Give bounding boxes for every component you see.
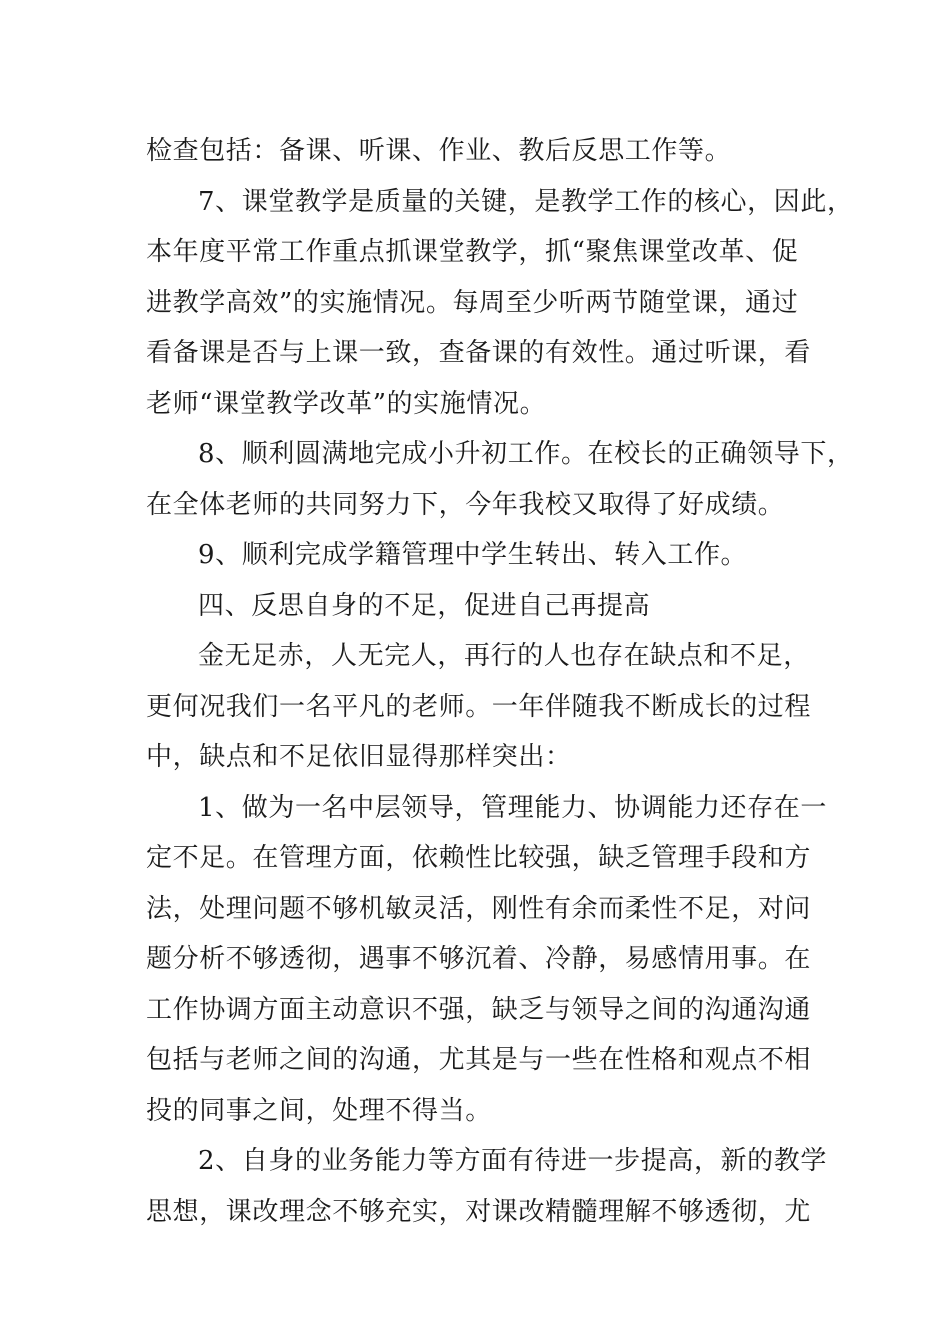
text-line: 思想，课改理念不够充实，对课改精髓理解不够透彻，尤 xyxy=(146,1196,812,1227)
text-line: 8、顺利圆满地完成小升初工作。在校长的正确领导下， xyxy=(198,439,854,469)
text-line: 更何况我们一名平凡的老师。一年伴随我不断成长的过程 xyxy=(146,691,812,722)
text-line: 工作协调方面主动意识不强，缺乏与领导之间的沟通沟通 xyxy=(146,994,812,1025)
text-line: 中，缺点和不足依旧显得那样突出： xyxy=(146,742,572,772)
text-line: 检查包括：备课、听课、作业、教后反思工作等。 xyxy=(146,136,732,166)
text-line: 9、顺利完成学籍管理中学生转出、转入工作。 xyxy=(198,540,748,570)
text-line: 本年度平常工作重点抓课堂教学，抓“聚焦课堂改革、促 xyxy=(146,237,799,267)
text-line: 金无足赤，人无完人，再行的人也存在缺点和不足， xyxy=(198,641,810,671)
text-line: 在全体老师的共同努力下，今年我校又取得了好成绩。 xyxy=(146,489,785,520)
text-line: 包括与老师之间的沟通，尤其是与一些在性格和观点不相 xyxy=(146,1045,812,1075)
text-line: 2、自身的业务能力等方面有待进一步提高，新的教学 xyxy=(198,1146,827,1176)
text-line: 进教学高效”的实施情况。每周至少听两节随堂课，通过 xyxy=(146,287,799,318)
text-line: 法，处理问题不够机敏灵活，刚性有余而柔性不足，对问 xyxy=(146,893,812,924)
text-line: 看备课是否与上课一致，查备课的有效性。通过听课，看 xyxy=(146,338,812,368)
text-line: 1、做为一名中层领导，管理能力、协调能力还存在一 xyxy=(198,792,827,823)
text-line: 四、反思自身的不足，促进自己再提高 xyxy=(198,590,651,621)
document-body xyxy=(146,126,854,1237)
text-line: 投的同事之间，处理不得当。 xyxy=(146,1095,492,1126)
text-line: 定不足。在管理方面，依赖性比较强，缺乏管理手段和方 xyxy=(146,843,812,873)
text-line: 题分析不够透彻，遇事不够沉着、冷静，易感情用事。在 xyxy=(146,944,812,974)
text-line: 7、课堂教学是质量的关键，是教学工作的核心，因此， xyxy=(198,186,854,217)
text-line: 老师“课堂教学改革”的实施情况。 xyxy=(146,388,547,419)
